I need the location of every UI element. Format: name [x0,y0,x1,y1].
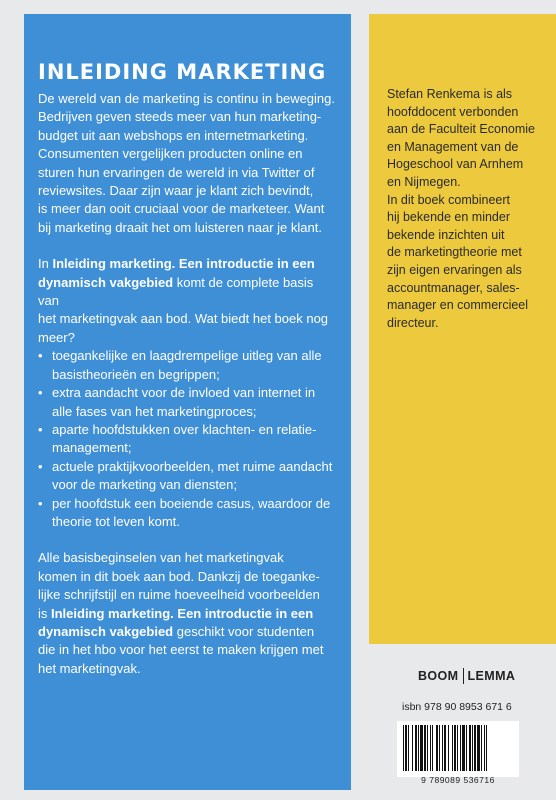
barcode-bar [439,725,440,771]
book-title: INLEIDING MARKETING [38,60,327,84]
text-line: die in het hbo voor het eerst te maken krijgen met [38,642,324,658]
author-line: accountmanager, sales- [387,280,520,295]
author-line: de marketingtheorie met [387,245,522,260]
publisher-name-right: LEMMA [467,669,516,683]
list-item: • aparte hoofdstukken over klachten- en relatie- management; [38,421,317,456]
barcode-bar [452,725,453,771]
text-line: dynamisch vakgebied geschikt voor studenten [38,623,315,639]
intro-line: Bedrijven geven steeds meer van hun marketing- [38,109,322,125]
bullet-icon: • [38,458,43,474]
intro-line: bij marketing draait het om luisteren naar je klant. [38,219,322,235]
author-line: Stefan Renkema is als [387,87,513,101]
author-line: en Nijmegen. [387,174,461,189]
author-bio-panel [369,14,556,644]
list-item: • per hoofdstuk een boeiende casus, waardoor de theorie tot leven komt. [38,495,331,529]
text-line: het marketingvak aan bod. Wat biedt het boek nog [38,311,329,327]
barcode-bar [484,725,485,771]
author-line: en Management van de [387,139,519,154]
barcode-bar [415,725,417,771]
list-item: • actuele praktijkvoorbeelden, met ruime aandacht voor de marketing van diensten; [38,458,333,493]
barcode-bar [427,725,428,771]
isbn-text: isbn 978 90 8953 671 6 [402,701,512,713]
barcode-bar [442,725,443,771]
barcode-bar [469,725,471,771]
barcode-bar [486,725,487,771]
barcode-bar [466,725,467,771]
barcode-bar [436,725,438,771]
barcode-bar [460,725,461,771]
barcode-bar [432,725,433,771]
book-title-inline: dynamisch vakgebied [38,623,174,639]
feature-list [38,347,337,531]
book-title-inline: dynamisch vakgebied [38,274,174,290]
barcode-bar [481,725,482,771]
intro-paragraph [38,90,337,237]
publisher-divider [463,668,464,684]
book-title-inline: Inleiding marketing. Een introductie in een [52,256,315,272]
barcode-bar [448,725,449,771]
list-item: • extra aandacht voor de invloed van internet in alle fases van het marketingproces; [38,385,316,419]
back-cover-blue-panel [24,14,351,790]
author-line: hij bekende en minder [387,210,510,225]
bullet-icon: • [38,348,43,364]
barcode-bar [424,725,426,771]
text-line: In Inleiding marketing. Een introductie in een [38,256,315,272]
text-line: is Inleiding marketing. Een introductie in een [38,605,314,621]
barcode-icon [397,721,519,777]
barcode-bar [444,725,446,771]
author-line: In dit boek combineert [387,192,510,207]
features-paragraph [38,255,337,347]
bullet-icon: • [38,495,43,511]
bullet-icon: • [38,385,43,401]
text-line: komen in dit boek aan bod. Dankzij de toeganke- [38,568,320,584]
bullet-icon: • [38,421,43,437]
intro-line: budget uit aan webshops en internetmarketing. [38,127,309,143]
list-item: • toegankelijke en laagdrempelige uitleg van alle basistheorieën en begrippen; [38,348,322,382]
book-title-inline: Inleiding marketing. Een introductie in een [51,605,314,621]
intro-line: De wereld van de marketing is continu in beweging. [38,91,336,106]
barcode-bar [472,725,473,771]
intro-line: sturen hun ervaringen de wereld in via Twitter of [38,164,315,180]
text-line: meer? [38,329,75,345]
author-line: manager en commercieel [387,298,529,313]
author-line: directeur. [387,315,439,330]
barcode-bar [420,725,423,771]
author-line: Hogeschool van Arnhem [387,157,524,172]
barcode-bar [457,725,458,771]
barcode-bar [454,725,456,771]
barcode-bar [474,725,476,771]
barcode-bar [477,725,480,771]
intro-line: reviewsites. Daar zijn waar je klant zich bevindt, [38,183,314,199]
barcode-bar [412,725,413,771]
text-line: dynamisch vakgebied komt de complete basis van [38,274,314,309]
author-line: bekende inzichten uit [387,227,505,242]
text-line: Alle basisbeginselen van het marketingvak [38,550,284,566]
barcode-bar [418,725,419,771]
publisher-name-left: BOOM [418,669,459,683]
summary-paragraph [38,549,337,678]
text-line: lijke schrijfstijl en ruime hoeveelheid voorbeelden [38,587,320,603]
barcode-digits: 9 789089 536716 [421,775,495,785]
publisher-logo [418,668,515,684]
barcode-bar [403,725,404,771]
intro-line: is meer dan ooit cruciaal voor de marketeer. Want [38,201,325,217]
author-line: hoofddocent verbonden [387,104,519,119]
barcode-bar [430,725,431,771]
barcode-bar [462,725,465,771]
author-line: zijn eigen ervaringen als [387,262,522,277]
intro-line: Consumenten vergelijken producten online en [38,146,303,162]
author-line: aan de Faculteit Economie [387,122,536,137]
barcode-bar [405,725,407,771]
barcode-bars [397,721,519,773]
text-line: het marketingvak. [38,660,141,676]
barcode-bar [408,725,409,771]
